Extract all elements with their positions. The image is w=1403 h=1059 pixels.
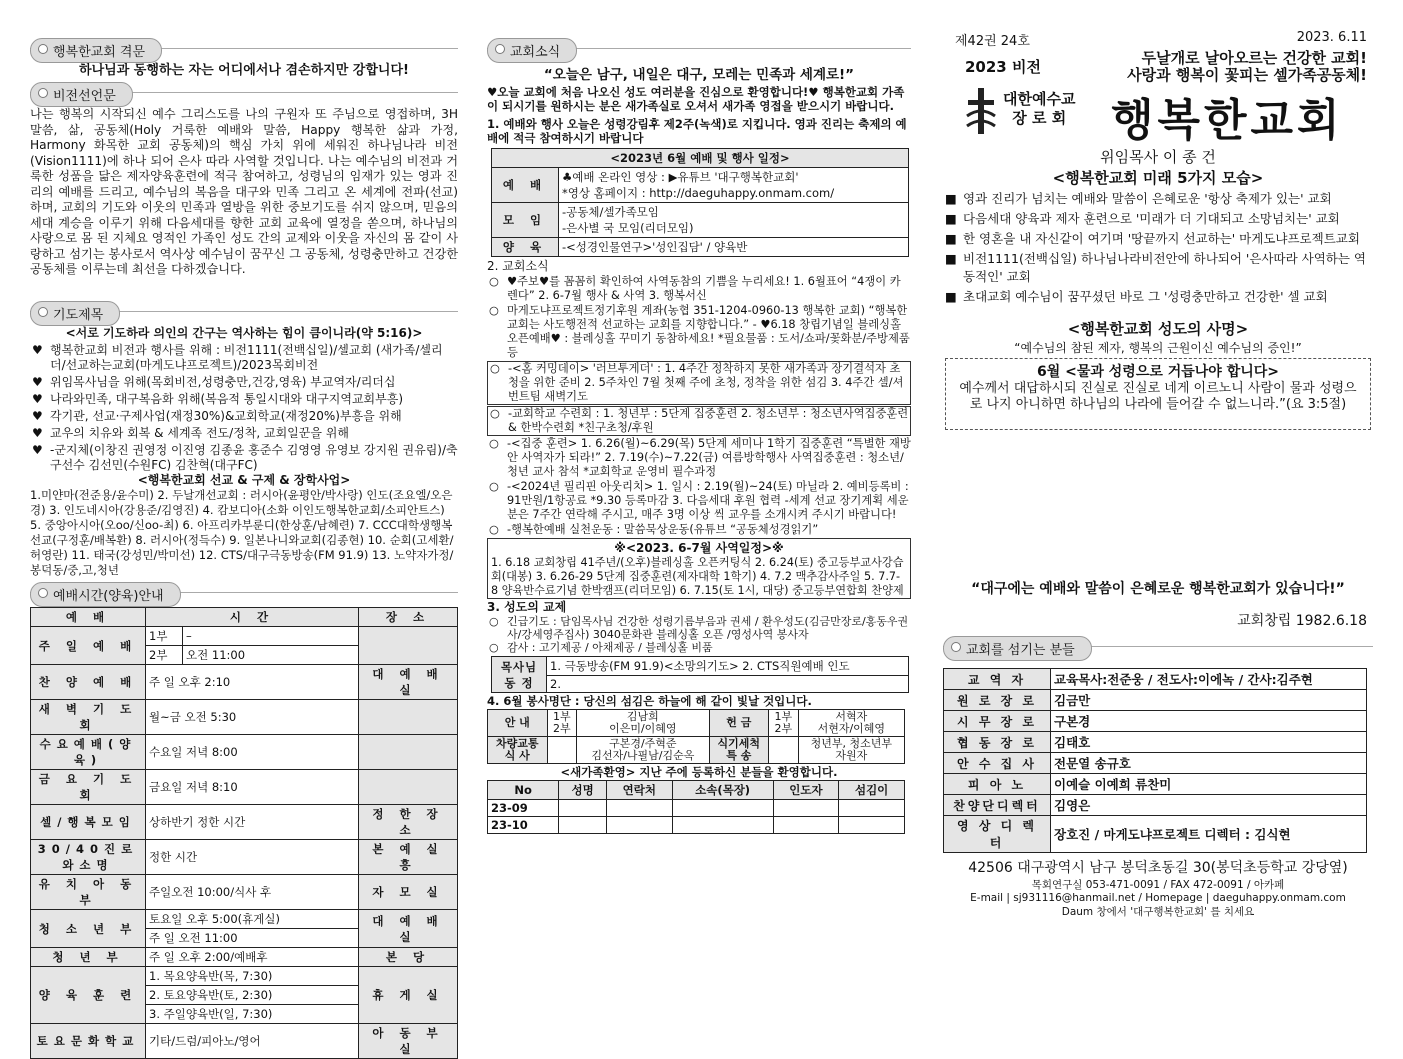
table-row [31,665,458,700]
header-cell: 장 소 [359,608,458,627]
newcomer-no: 23-10 [488,817,559,834]
table-row [944,753,1367,774]
duty-cell: 청년부, 청소년부 자원자 [798,737,904,764]
staff-names: 김금만 [1051,690,1367,711]
schedule-line: *영상 홈페이지 : http://daeguhappy.onmam.com/ [562,186,835,200]
staff-role: 피 아 노 [944,774,1051,795]
circle-icon: ○ [489,437,499,450]
service-place: 자 모 실 [359,875,458,910]
news-header: 교회소식 [487,38,911,60]
circle-icon: ○ [490,407,500,420]
service-time: 1. 목요양육반(목, 7:30) [146,967,359,986]
denomination: 대한예수교 [1003,90,1076,108]
five-item [943,250,1373,286]
five-item [943,190,1373,208]
news-text: -행복한예배 실천운동 : 말씀묵상운동(유튜브 “공동체성경읽기” [507,523,819,536]
prayer-title: <서로 기도하라 의인의 간구는 역사하는 힘이 큼이니라(약 5:16)> [65,326,423,340]
tagline: “대구에는 예배와 말씀이 은혜로운 행복한교회가 있습니다!” [971,581,1345,597]
service-place: 대 예 배 실 [359,910,458,948]
header-cell: 시 간 [146,608,359,627]
founded: 교회창립 1982.6.18 [1237,613,1367,629]
table-row [492,238,909,257]
ministry-schedule-text: 1. 6.18 교회창립 41주년/(오후)블레싱홀 오픈커팅식 2. 6.24(토) 중고등부교사강습회(대봉) 3. 6.26-29 5단계 집중훈련(제자대학 1학기) 4. 7.2 맥추감사주일 5. 7.7-8 양육반수료기념 한박캠프(리더모임) 6. 7.15(토 1시, 대당) 중고등부연합회 찬양제 [491,556,904,597]
circle-icon: ○ [489,304,499,317]
church-news-title: 2. 교회소식 [487,259,549,273]
table-row [944,795,1367,816]
staff-role: 협 동 장 로 [944,732,1051,753]
address: 42506 대구광역시 남구 봉덕초동길 30(봉덕초등학교 강당옆) [968,860,1348,876]
motto-header: 행복한교회 격문 [30,38,458,60]
service-time: 주 일 오후 2:00/예배후 [146,948,359,967]
newcomer-table [487,780,905,834]
heart-icon: ♥ [32,392,43,406]
duty-cell: 1부 2부 [769,710,799,737]
service-time: 오전 11:00 [183,646,359,665]
monthly-verse-box [945,358,1371,430]
newcomer-header [488,781,905,800]
table-row [31,735,458,770]
table-row [31,967,458,986]
issue-date: 2023. 6.11 [1296,30,1367,45]
service-time: 주 일 오후 2:10 [146,665,359,700]
middle-column [487,36,911,992]
mission-title: <행복한교회 성도의 사명> [1067,320,1249,338]
care-text: 감사 : 고기제공 / 아채제공 / 블레싱홀 비품 [507,641,713,654]
newcomer-cell [773,800,839,817]
news-item [487,437,911,479]
staff-role: 교 역 자 [944,669,1051,690]
prayer-header: 기도제목 [30,301,458,323]
vision-tag: 2023 비전 [965,58,1041,76]
table-row [944,711,1367,732]
prayer-item [30,443,458,471]
newcomer-cell [559,800,607,817]
email-line[interactable]: E-mail | sj931116@hanmail.net / Homepage | daeguhappy.onmam.com [970,892,1346,904]
table-row [944,816,1367,853]
staff-role: 영 상 디 렉 터 [944,816,1051,853]
news-item [487,275,911,303]
header-cell: 예 배 [31,608,146,627]
header-cell: 연락처 [606,781,672,800]
duty-cell: 김남희 이은미/이혜영 [577,710,709,737]
denomination-2: 장 로 회 [1012,109,1067,127]
table-row [944,774,1367,795]
ministry-schedule [487,538,911,599]
service-name: 수요예배(양육) [31,735,146,770]
newcomer-no: 23-09 [488,800,559,817]
vision-text: 나는 행복의 시작되신 예수 그리스도를 나의 구원자 또 주님으로 영접하며, 3H 말씀, 삶, 공동체(Holy 거룩한 예배와 말씀, Happy 행복한 삶과 가정, Harmony 화목한 교회 공동체)의 핵심 가치 위에 세워진 하나님나라 비전(Vision1111)에 하나 되어 은사 따라 사역할 것입니다. 나는 예수님의 비전과 거룩한 성품을 닮은 제자양육훈련에 적극 참여하고, 성령님의 임재가 있는 영과 진리의 예배를 드리고, 예수님의 복음을 대구와 민족 그리고 온 세계에 전파(선교)하며, 교회의 기도와 이웃의 민족과 열방을 위한 중보기도를 쉬지 않으며, 믿음의 세대 계승을 이루기 위해 다음세대를 향한 교회 교육에 열정을 쏟으며, 하나님의 사랑으로 몸 된 지체요 영적인 가족인 성도 간의 교제와 이웃을 자신의 몸 같이 사랑하고 섬기는 봉사로서 역사상 예수님이 꿈꾸신 그 공동체, 성령충만하고 건강한 공동체를 이루는데 최선을 다하겠습니다. [30,107,458,276]
newcomer-cell [672,817,773,834]
prayer-item [30,392,458,407]
service-name: 셀/행복모임 [31,805,146,840]
motto: 하나님과 동행하는 자는 어디에서나 겸손하지만 강합니다! [79,63,409,78]
five-list [943,190,1373,306]
five-text: 한 영혼을 내 자신같이 여기며 '땅끝까지 선교하는' 마게도냐프로젝트교회 [963,231,1360,246]
service-time: 기타/드럼/피아노/영어 [146,1024,359,1059]
staff-role: 시 무 장 로 [944,711,1051,732]
table-row [488,737,905,764]
month-title: 6월 <물과 성령으로 거듭나야 합니다> [1036,364,1280,380]
duty-cell: 식기세척 특 송 [709,737,769,764]
staff-names: 이예슬 이예희 류찬미 [1051,774,1367,795]
duty-cell: 안 내 [488,710,548,737]
service-name: 새 벽 기 도 회 [31,700,146,735]
heart-icon: ♥ [32,426,43,440]
prayer-text: 교우의 치유와 회복 & 세계족 전도/정착, 교회일꾼을 위해 [50,426,349,440]
prayer-item [30,375,458,390]
table-row [944,732,1367,753]
vision-line-1: 두날개로 날아오르는 건강한 교회! [1141,49,1367,67]
duty-cell: 차량교통 식 사 [488,737,548,764]
service-name: 양 육 훈 련 [31,967,146,1024]
service-part: 1부 [146,627,183,646]
prayer-text: 각기관, 선교·구제사업(재정30%)&교회학교(재정20%)부흥을 위해 [50,409,402,423]
prayer-text: 행복한교회 비전과 행사를 위해 : 비전1111(전백십일)/셀교회 (새가족/셀리더/선교하는교회(마게도냐프로젝트)/2023목회비전 [50,343,443,372]
heart-icon: ♥ [32,375,43,389]
newcomer-cell [839,817,905,834]
service-name: 주 일 예 배 [31,627,146,665]
table-row [31,840,458,875]
prayer-item [30,343,458,373]
schedule-label: 모 임 [492,203,559,238]
daum-line: Daum 창에서 '대구행복한교회' 를 치세요 [1061,906,1255,918]
staff-names: 구본경 [1051,711,1367,732]
service-time: 3. 주일양육반(일, 7:30) [146,1005,359,1024]
table-row [31,910,458,929]
pastor-activity-table [491,656,909,693]
square-icon: ■ [945,191,957,206]
mission-title: <행복한교회 선교 & 구제 & 장학사업> [137,473,351,487]
service-name: 금 요 기 도 회 [31,770,146,805]
heart-icon: ♥ [32,343,43,357]
five-text: 초대교회 예수님이 꿈꾸셨던 바로 그 '성령충만하고 건강한' 셀 교회 [963,289,1328,304]
service-place [359,735,458,770]
five-item [943,210,1373,228]
duty-cell: 서혁자 서현자/이혜영 [798,710,904,737]
news-item [487,406,911,436]
service-name: 청 년 부 [31,948,146,967]
table-row [31,875,458,910]
schedule-label: 예 배 [492,168,559,203]
staff-names: 교육목사:전준웅 / 전도사:이에녹 / 간사:김주현 [1051,669,1367,690]
heart-icon: ♥ [32,409,43,423]
square-icon: ■ [945,211,957,226]
prayer-item [30,409,458,424]
schedule-title-row [492,149,909,168]
worship-table [30,607,458,1059]
service-name: 30/40진로와소명 [31,840,146,875]
news-text: ♥주보♥를 꼼꼼히 확인하여 사역동참의 기쁨을 누리세요! 1. 6월표어 “4쟁이 카렌다” 2. 6-7월 행사 & 사역 3. 행복서신 [507,275,901,302]
staff-names: 김영은 [1051,795,1367,816]
service-name: 찬 양 예 배 [31,665,146,700]
schedule-content [559,168,909,203]
duty-cell [547,737,577,764]
service-time: 상하반기 정한 시간 [146,805,359,840]
prayer-text: 위임목사님을 위해(목회비전,성령충만,건강,영육) 부교역자/리더십 [50,375,396,389]
pastor-activity-2: 2. [547,676,909,693]
pastor-activity-label: 목사님 동 정 [492,657,547,693]
header-cell: 소속(목장) [672,781,773,800]
square-icon: ■ [945,289,957,304]
news-text: -<집중 훈련> 1. 6.26(월)~6.29(목) 5단계 세미나 1학기 집중훈련 “특별한 재방안 사역자가 되라!” 2. 7.19(수)~7.22(금) 여름방학행사 사역집중훈련 : 청소년/청년 교사 참석 *교회학교 운영비 필수과정 [507,437,911,478]
newcomer-cell [839,800,905,817]
service-part: 2부 [146,646,183,665]
service-place [359,770,458,805]
five-item [943,230,1373,248]
schedule-title: <2023년 6월 예배 및 행사 일정> [492,149,909,168]
service-time: 토요일 오후 5:00(휴게실) [146,910,359,929]
service-place: 아 동 부 실 [359,1024,458,1059]
schedule-line: -<성경인물연구>'성인집담' / 양육반 [562,240,748,254]
service-place: 휴 게 실 [359,967,458,1024]
ministry-schedule-title: ※<2023. 6-7월 사역일정>※ [614,541,784,555]
header-cell: No [488,781,559,800]
newcomer-cell [606,817,672,834]
circle-icon: ○ [490,362,500,375]
duty-title: 4. 6월 봉사명단 : 당신의 섬김은 하늘에 해 같이 빛날 것입니다. [487,694,812,708]
staff-names: 김태호 [1051,732,1367,753]
vision-line-2: 사랑과 행복이 꽃피는 셀가족공동체! [1127,66,1367,84]
newcomer-cell [606,800,672,817]
pastor-name: 위임목사 이 종 건 [1100,148,1216,166]
newcomer-cell [672,800,773,817]
fellowship-title: 3. 성도의 교제 [487,600,567,614]
header-cell: 인도자 [773,781,839,800]
left-column [30,36,458,1056]
news-item [487,523,911,537]
five-text: 비전1111(전백십일) 하나님나라비전안에 하나되어 '은사따라 사역하는 역동적인' 교회 [963,251,1366,284]
five-text: 영과 진리가 넘치는 예배와 말씀이 은혜로운 '항상 축제가 있는' 교회 [963,191,1332,206]
church-news-list [487,275,911,537]
news-text: -<홈 커밍데이> '러브투게더' : 1. 4주간 정착하지 못한 새가족과 장기결석자 초청을 위한 준비 2. 5주차인 7월 첫째 주에 초청, 정착을 위한 섬김 3. 4주간 셀/셔번트팀 새벽기도 [508,362,904,403]
table-row [488,710,905,737]
slogan: “오늘은 남구, 내일은 대구, 모레는 민족과 세계로!” [543,67,855,83]
service-name: 토요문화학교 [31,1024,146,1059]
care-text: 긴급기도 : 담임목사님 건강한 성령기름부음과 권세 / 환우성도(김금만장로/홍동우권사/강세영주집사) 3040문화관 블레싱홀 오픈 /영성사역 봉사자 [507,615,909,641]
news-text: 마게도냐프로젝트정기후원 계좌(농협 351-1204-0960-13 행복한 교회) “행복한교회는 사도행전적 선교하는 교회를 지향합니다.” - ♥6.18 창립기념일 블레싱홀 오픈예배♥ : 블레싱홀 꾸미기 동참하세요! *필요물품 : 도서/쇼파/꽃화분/주방제품 등 [507,304,910,359]
square-icon: ■ [945,251,957,266]
service-time: – [183,627,359,646]
circle-icon: ○ [489,641,499,654]
table-row [492,203,909,238]
news-text: -교회학교 수련회 : 1. 청년부 : 5단계 집중훈련 2. 청소년부 : 청소년사역집중훈련 & 한박수련회 *친구초청/후원 [508,407,909,434]
staff-names: 전문열 송규호 [1051,753,1367,774]
staff-table [943,668,1367,853]
table-row [944,690,1367,711]
service-time: 주일오전 10:00/식사 후 [146,875,359,910]
news-item [487,361,911,405]
table-row [31,805,458,840]
schedule-line: -은사별 국 모임(리더모임) [562,221,694,235]
schedule-label: 양 육 [492,238,559,257]
service-place: 대 예 배 실 [359,665,458,700]
service-time: 2. 토요양육반(토, 2:30) [146,986,359,1005]
newcomer-cell [773,817,839,834]
table-row [31,948,458,967]
news-text: -<2024년 필리핀 아웃리치> 1. 일시 : 2.19(월)~24(토) 마닐라 2. 예비등록비 : 91만원/1항공료 *9.30 등록마감 3. 다음세대 후원 협력 -세계 선교 장기계획 세운 분은 7주간 연락해 주시고, 매주 3명 이상 씩 교우를 소개시켜 주시기 바랍니다! [507,480,909,521]
header-cell: 섬김이 [839,781,905,800]
schedule-content [559,238,909,257]
table-row [31,627,458,646]
service-time: 수요일 저녁 8:00 [146,735,359,770]
five-text: 다음세대 양육과 제자 훈련으로 '미래가 더 기대되고 소망넘치는' 교회 [963,211,1340,226]
care-item [487,615,911,641]
five-title: <행복한교회 미래 5가지 모습> [1052,169,1264,187]
volume: 제42권 24호 [955,34,1030,49]
vision-header: 비전선언문 [30,82,458,104]
duty-cell [769,737,799,764]
worship-table-header [31,608,458,627]
service-place: 정 한 장 소 [359,805,458,840]
church-name: 행복한교회 [1111,95,1344,146]
service-name: 청 소 년 부 [31,910,146,948]
schedule-content [559,203,909,238]
circle-icon: ○ [489,615,499,628]
serve-header: 교회를 섬기는 분들 [943,636,1373,658]
mission-sub: “예수님의 참된 제자, 행복의 근원이신 예수님의 증인!” [1014,341,1302,355]
service-time: 월~금 오전 5:30 [146,700,359,735]
duty-cell: 헌 금 [709,710,769,737]
staff-role: 원 로 장 로 [944,690,1051,711]
service-time: 금요일 저녁 8:10 [146,770,359,805]
newcomer-title: <새가족환영> 지난 주에 등록하신 분들을 환영합니다. [560,765,838,779]
worship-header: 예배시간(양육)안내 [30,582,458,604]
prayer-list [30,341,458,471]
schedule-line: -공동체/셀가족모임 [562,205,659,219]
staff-role: 찬양단디렉터 [944,795,1051,816]
service-place: 본 당 [359,948,458,967]
table-row [31,770,458,805]
circle-icon: ○ [489,275,499,288]
service-place [359,700,458,735]
table-row [492,168,909,203]
circle-icon: ○ [489,523,499,536]
service-place [359,627,458,665]
five-item [943,288,1373,306]
pastor-activity-1: 1. 극동방송(FM 91.9)<소망의기도> 2. CTS직원예배 인도 [547,657,909,676]
verse: 예수께서 대답하시되 진실로 진실로 네게 이르노니 사람이 물과 성령으로 나지 아니하면 하나님의 나라에 들어갈 수 없느니라.”(요 3:5절) [959,381,1357,412]
care-list [487,615,911,654]
tel: 목회연구실 053-471-0091 / FAX 472-0091 / 아카페 [1031,879,1285,891]
right-column [943,30,1373,992]
service-time: 주 일 오전 11:00 [146,929,359,948]
news-item [487,480,911,522]
mission-text: 1.미얀마(전준용/윤수미) 2. 두날개선교회 : 러시아(윤평안/박사랑) 인도(조요엘/오은경) 3. 인도네시아(강용준/김영진) 4. 캄보디아(소화 이인도행복한교회/소피안트스) 5. 중앙아시아(오oo/신oo-최) 6. 아프리카부룬디(한상훈/남혜련) 7. CCC대학생행복선교(구정훈/배복환) 8. 러시아(정득수) 9. 일본나니와교회(김종현) 10. 순회(고세환/허영란) 11. 태국(강성민/박미선) 12. CTS/대구극동방송(FM 91.9) 13. 노약자가정/봉덕동/중,고,청년 [30,488,454,577]
prayer-text: 나라와민족, 대구복음화 위해(복음적 통일시대와 대구지역교회부흥) [50,392,404,406]
prayer-item [30,426,458,441]
church-logo [943,84,1373,146]
cross-icon [965,86,997,136]
news-item [487,304,911,360]
table-row [488,817,905,834]
care-item [487,641,911,654]
service-place: 본 예 실 흥 [359,840,458,875]
duty-cell: 구본경/주혁준 김선자/나필남/김순옥 [577,737,709,764]
table-row [944,669,1367,690]
duty-cell: 1부 2부 [547,710,577,737]
square-icon: ■ [945,231,957,246]
june-schedule-table [491,148,909,257]
header-cell: 성명 [559,781,607,800]
newcomer-cell [559,817,607,834]
circle-icon: ○ [489,480,499,493]
duty-table [487,709,905,764]
worship-events: 1. 예배와 행사 오늘은 성령강림후 제2주(녹색)로 지킵니다. 영과 진리는 축제의 예배에 적극 참여하시기 바랍니다 [487,117,907,145]
staff-role: 안 수 집 사 [944,753,1051,774]
table-row [31,1024,458,1059]
table-row [31,700,458,735]
prayer-text: -군지체(이창진 권영정 이진영 김종윤 홍준수 김영영 유영보 강지원 권유림)/축구선수 김선민(수원FC) 김찬혁(대구FC) [50,443,458,471]
service-time: 정한 시간 [146,840,359,875]
service-name: 유 치 아 동 부 [31,875,146,910]
staff-names: 장호진 / 마게도냐프로젝트 디렉터 : 김식현 [1051,816,1367,853]
schedule-line: ♣예배 온라인 영상 : ▶유튜브 '대구행복한교회' [562,170,799,184]
welcome-text: ♥오늘 교회에 처음 나오신 성도 여러분을 진심으로 환영합니다!♥ 행복한교회 가족이 되시기를 원하시는 분은 새가족실로 오셔서 새가족 영접을 받으시기 바랍니다. [487,85,905,113]
heart-icon: ♥ [32,443,43,457]
table-row [488,800,905,817]
